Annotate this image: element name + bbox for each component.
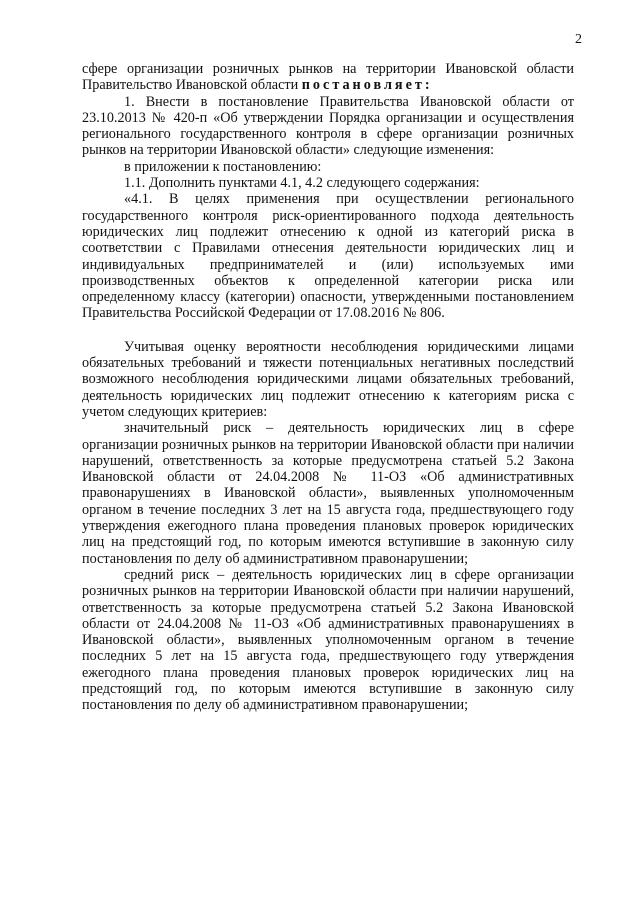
decree-word: постановляет: xyxy=(301,77,433,94)
paragraph-amend-decree: 1. Внести в постановление Правительства Ивановской области от 23.10.2013 № 420-п «Об утверждении Порядка организации и осуществления регионального государственного контроля в сфере организации розничных рынков на территории Ивановской области» следующие изменения: xyxy=(82,93,574,159)
paragraph-medium-risk: средний риск – деятельность юридических лиц в сфере организации розничных рынков на территории Ивановской области при наличии нарушений, ответственность за которые предусмотрена статьей 5.2 Закона Ивановской области от 24.04.2008 № 11-ОЗ «Об административных правонарушениях в Ивановской области», выявленных уполномоченным органом в течение последних 5 лет на 15 августа года, предшествующего году утверждения ежегодного плана проведения плановых проверок юридических лиц на предстоящий год, по которым имеются вступившие в законную силу постановления по делу об административном правонарушении; xyxy=(82,566,574,714)
paragraph-significant-risk: значительный риск – деятельность юридических лиц в сфере организации розничных рынков на территории Ивановской области при наличии нарушений, ответственность за которые предусмотрена статьей 5.2 Закона Ивановской области от 24.04.2008 № 11-ОЗ «Об административных правонарушениях в Ивановской области», выявленных уполномоченным органом в течение последних 3 лет на 15 августа года, предшествующего году утверждения ежегодного плана проведения плановых проверок юридических лиц на предстоящий год, по которым имеются вступившие в законную силу постановления по делу об административном правонарушении; xyxy=(82,420,574,567)
paragraph-risk-criteria: Учитывая оценку вероятности несоблюдения юридическими лицами обязательных требований и тяжести потенциальных негативных последствий возможного несоблюдения юридическими лицами обязательных требований, деятельность юридических лиц подлежит отнесению к категориям риска с учетом следующих критериев: xyxy=(82,338,574,420)
paragraph-1-1: 1.1. Дополнить пунктами 4.1, 4.2 следующего содержания: xyxy=(124,175,480,192)
intro-text: сфере организации розничных рынков на территории Ивановской области Правительство Ивановской области xyxy=(82,61,574,94)
page-number: 2 xyxy=(575,32,582,47)
paragraph-4-1: «4.1. В целях применения при осуществлении регионального государственного контроля риск-ориентированного подхода деятельность юридических лиц подлежит отнесению к одной из категорий риска в соответствии с Правилами отнесения деятельности юридических лиц и индивидуальных предпринимателей и (или) используемых ими производственных объектов к определенной категории риска или определенному классу (категории) опасности, утвержденными постановлением Правительства Российской Федерации от 17.08.2016 № 806. xyxy=(82,191,574,322)
intro-paragraph xyxy=(82,61,574,94)
paragraph-annex: в приложении к постановлению: xyxy=(124,158,322,175)
document-body xyxy=(82,61,574,714)
